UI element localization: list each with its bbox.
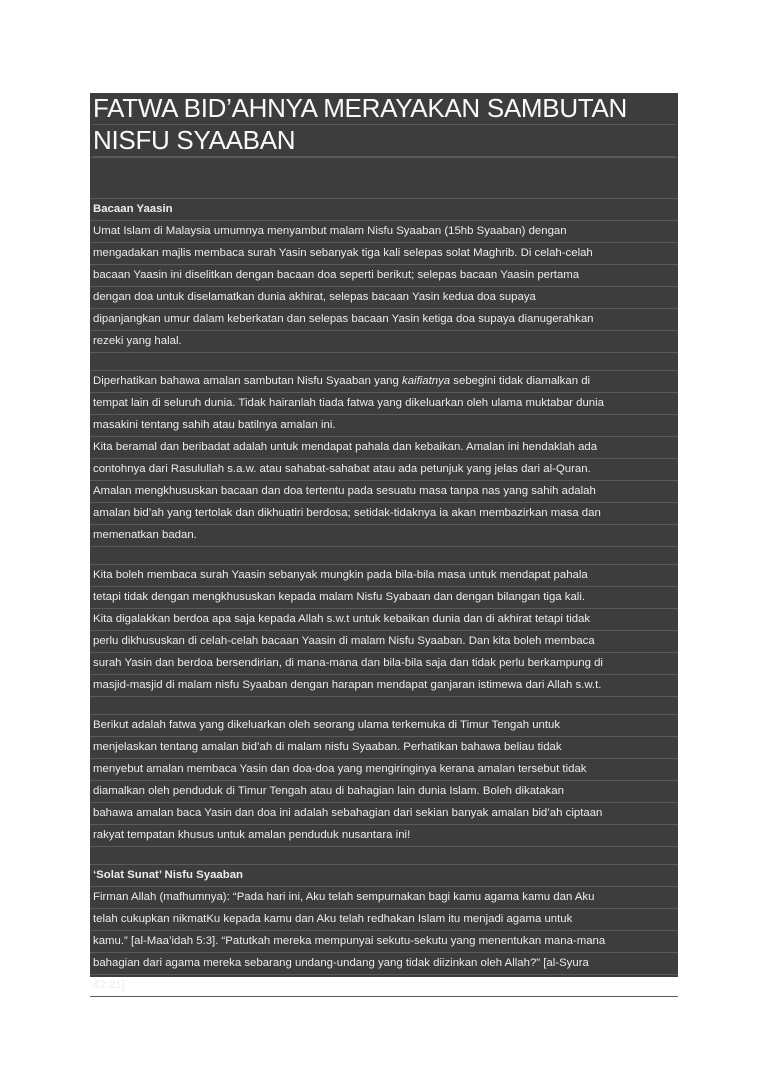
text-line: rezeki yang halal.	[90, 331, 678, 353]
text-line: tetapi tidak dengan mengkhususkan kepada malam Nisfu Syabaan dan dengan bilangan tiga kali.	[90, 587, 678, 609]
text-line: amalan bid’ah yang tertolak dan dikhuatiri berdosa; setidak-tidaknya ia akan membazirkan masa dan	[90, 503, 678, 525]
text-line: rakyat tempatan khusus untuk amalan penduduk nusantara ini!	[90, 825, 678, 847]
document-title	[90, 93, 678, 158]
text-line: dengan doa untuk diselamatkan dunia akhirat, selepas bacaan Yasin kedua doa supaya	[90, 287, 678, 309]
text-line: bahawa amalan baca Yasin dan doa ini adalah sebahagian dari sekian banyak amalan bid’ah ciptaan	[90, 803, 678, 825]
text-line: mengadakan majlis membaca surah Yasin sebanyak tiga kali selepas solat Maghrib. Di celah-celah	[90, 243, 678, 265]
text-line: memenatkan badan.	[90, 525, 678, 547]
text-line: kamu.” [al-Maa’idah 5:3]. “Patutkah mereka mempunyai sekutu-sekutu yang menentukan mana-mana	[90, 931, 678, 953]
text-line: Diperhatikan bahawa amalan sambutan Nisfu Syaaban yang kaifiatnya sebegini tidak diamalkan di	[90, 371, 678, 393]
italic-term: kaifiatnya	[402, 375, 451, 387]
blank-row	[90, 158, 678, 199]
text-line: masjid-masjid di malam nisfu Syaaban dengan harapan mendapat ganjaran istimewa dari Allah s.w.t.	[90, 675, 678, 697]
text-line: menyebut amalan membaca Yasin dan doa-doa yang mengiringinya kerana amalan tersebut tidak	[90, 759, 678, 781]
document-panel	[90, 93, 678, 991]
text-line: Kita digalakkan berdoa apa saja kepada Allah s.w.t untuk kebaikan dunia dan di akhirat tetapi tidak	[90, 609, 678, 631]
text-line: tempat lain di seluruh dunia. Tidak hairanlah tiada fatwa yang dikeluarkan oleh ulama muktabar dunia	[90, 393, 678, 415]
text-line: Amalan mengkhususkan bacaan dan doa tertentu pada sesuatu masa tanpa nas yang sahih adalah	[90, 481, 678, 503]
section-heading: ‘Solat Sunat’ Nisfu Syaaban	[90, 865, 678, 887]
text-line: 42:21]	[90, 975, 678, 997]
title-line: FATWA BID’AHNYA MERAYAKAN SAMBUTAN	[93, 93, 675, 125]
text-line: dipanjangkan umur dalam keberkatan dan selepas bacaan Yasin ketiga doa supaya dianugerahkan	[90, 309, 678, 331]
paragraph-gap	[90, 547, 678, 565]
section-heading: Bacaan Yaasin	[90, 199, 678, 221]
text-line: perlu dikhususkan di celah-celah bacaan Yaasin di malam Nisfu Syaaban. Dan kita boleh membaca	[90, 631, 678, 653]
text-line: bacaan Yaasin ini diselitkan dengan bacaan doa seperti berikut; selepas bacaan Yaasin pertama	[90, 265, 678, 287]
paragraph-gap	[90, 697, 678, 715]
text-line: Berikut adalah fatwa yang dikeluarkan oleh seorang ulama terkemuka di Timur Tengah untuk	[90, 715, 678, 737]
text-line: Kita boleh membaca surah Yaasin sebanyak mungkin pada bila-bila masa untuk mendapat pahala	[90, 565, 678, 587]
text-line: Umat Islam di Malaysia umumnya menyambut malam Nisfu Syaaban (15hb Syaaban) dengan	[90, 221, 678, 243]
paragraph-gap	[90, 847, 678, 865]
text-line: Firman Allah (mafhumnya): “Pada hari ini, Aku telah sempurnakan bagi kamu agama kamu dan Aku	[90, 887, 678, 909]
text-line: diamalkan oleh penduduk di Timur Tengah atau di bahagian lain dunia Islam. Boleh dikatakan	[90, 781, 678, 803]
text-line: bahagian dari agama mereka sebarang undang-undang yang tidak diizinkan oleh Allah?” [al-Syura	[90, 953, 678, 975]
title-line: NISFU SYAABAN	[93, 125, 675, 157]
text-line: telah cukupkan nikmatKu kepada kamu dan Aku telah redhakan Islam itu menjadi agama untuk	[90, 909, 678, 931]
paragraph-gap	[90, 353, 678, 371]
text-line: menjelaskan tentang amalan bid’ah di malam nisfu Syaaban. Perhatikan bahawa beliau tidak	[90, 737, 678, 759]
text-line: contohnya dari Rasulullah s.a.w. atau sahabat-sahabat atau ada petunjuk yang jelas dari al-Quran.	[90, 459, 678, 481]
text-line: surah Yasin dan berdoa bersendirian, di mana-mana dan bila-bila saja dan tidak perlu berkampung di	[90, 653, 678, 675]
text-line: Kita beramal dan beribadat adalah untuk mendapat pahala dan kebaikan. Amalan ini hendaklah ada	[90, 437, 678, 459]
text-line: masakini tentang sahih atau batilnya amalan ini.	[90, 415, 678, 437]
